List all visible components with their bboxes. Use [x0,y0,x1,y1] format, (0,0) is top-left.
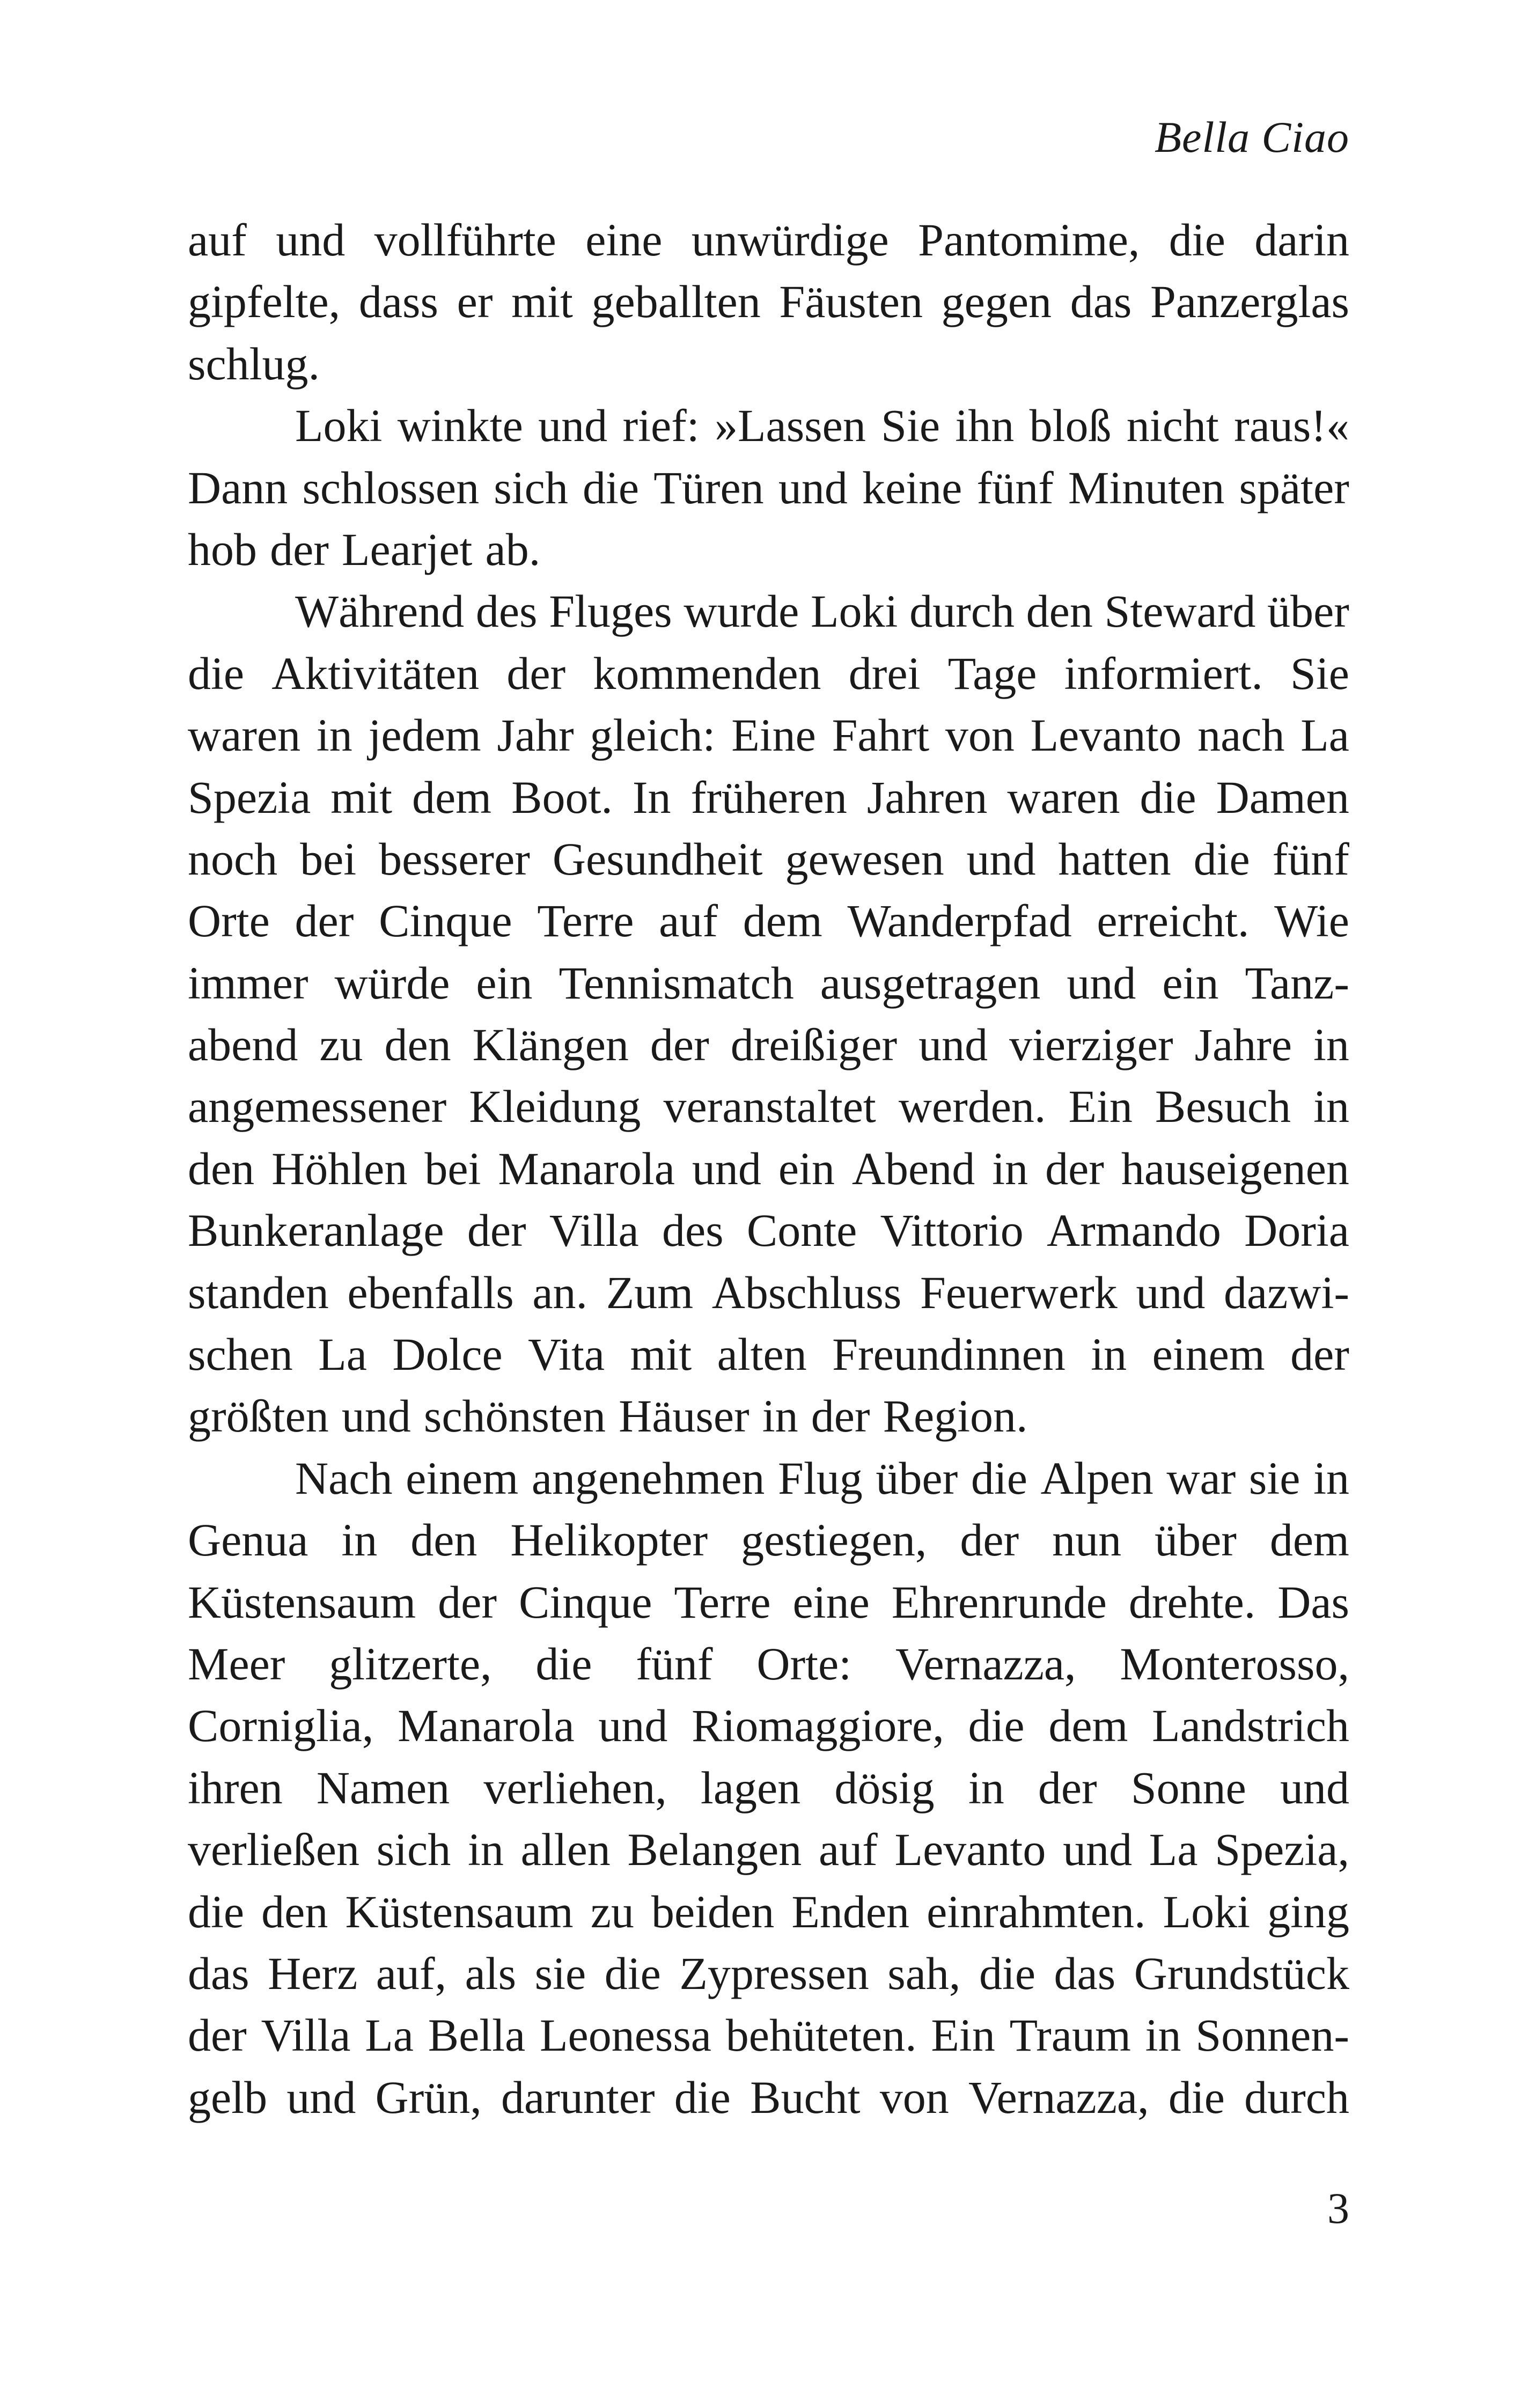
text-line: Küstensaum der Cinque Terre eine Ehrenrunde drehte. Das [188,1576,1349,1628]
text-line: abend zu den Klängen der dreißiger und vierziger Jahre in [188,1019,1349,1071]
text-line: Meer glitzerte, die fünf Orte: Vernazza, Monterosso, [188,1638,1349,1690]
body-text [188,209,1349,2128]
text-line: Während des Fluges wurde Loki durch den Steward über [295,585,1349,637]
text-line: die Aktivitäten der kommenden drei Tage informiert. Sie [188,647,1349,699]
text-line: angemessener Kleidung veranstaltet werden. Ein Besuch in [188,1081,1349,1133]
text-line: gelb und Grün, darunter die Bucht von Vernazza, die durch [188,2071,1349,2123]
text-line: schen La Dolce Vita mit alten Freundinnen in einem der [188,1328,1349,1381]
text-line: Orte der Cinque Terre auf dem Wanderpfad erreicht. Wie [188,895,1349,947]
text-line: Dann schlossen sich die Türen und keine fünf Minuten später [188,461,1349,513]
text-line: standen ebenfalls an. Zum Abschluss Feuerwerk und dazwi- [188,1266,1349,1318]
text-line: das Herz auf, als sie die Zypressen sah, die das Grundstück [188,1947,1349,1999]
text-line: Bunkeranlage der Villa des Conte Vittorio Armando Doria [188,1205,1349,1257]
text-line: die den Küstensaum zu beiden Enden einrahmten. Loki ging [188,1885,1349,1937]
text-line: waren in jedem Jahr gleich: Eine Fahrt von Levanto nach La [188,709,1349,761]
text-line: Corniglia, Manarola und Riomaggiore, die dem Landstrich [188,1700,1349,1752]
text-line: Loki winkte und rief: »Lassen Sie ihn bloß nicht raus!« [295,400,1349,452]
text-line: verließen sich in allen Belangen auf Levanto und La Spezia, [188,1824,1349,1876]
text-line: Genua in den Helikopter gestiegen, der nun über dem [188,1514,1349,1566]
text-line: hob der Learjet ab. [188,523,541,575]
text-line: Nach einem angenehmen Flug über die Alpen war sie in [295,1452,1349,1504]
text-line: schlug. [188,337,320,390]
text-line: Spezia mit dem Boot. In früheren Jahren waren die Damen [188,771,1349,823]
text-line: ihren Namen verliehen, lagen dösig in der Sonne und [188,1761,1349,1814]
text-line: immer würde ein Tennismatch ausgetragen und ein Tanz- [188,957,1349,1009]
text-line: gipfelte, dass er mit geballten Fäusten gegen das Panzerglas [188,276,1349,328]
text-line: den Höhlen bei Manarola und ein Abend in der hauseigenen [188,1142,1349,1194]
page-number: 3 [1327,2184,1349,2233]
text-line: auf und vollführte eine unwürdige Pantomime, die darin [188,214,1349,266]
text-line: größten und schönsten Häuser in der Region. [188,1390,1028,1442]
text-line: der Villa La Bella Leonessa behüteten. Ein Traum in Sonnen- [188,2009,1349,2061]
running-header-title: Bella Ciao [1154,113,1349,161]
text-line: noch bei besserer Gesundheit gewesen und hatten die fünf [188,833,1349,885]
